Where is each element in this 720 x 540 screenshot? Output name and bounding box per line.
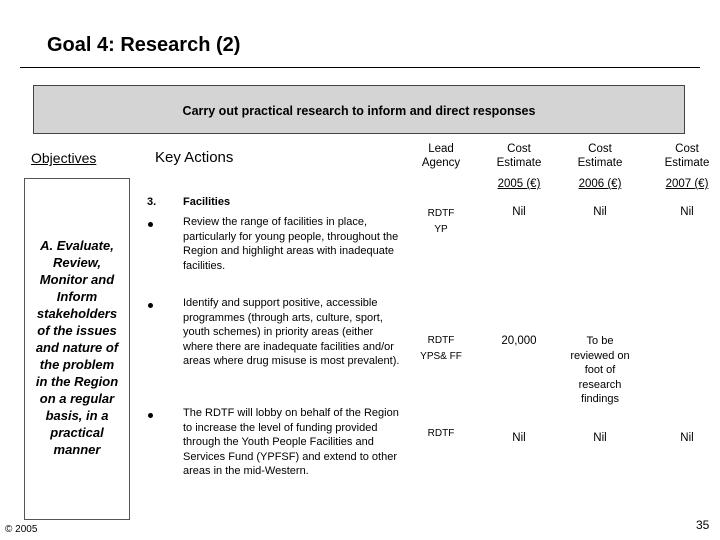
cost-2007-year: 2007 (€) [665, 178, 709, 190]
cost-2005-2: 20,000 [501, 335, 537, 347]
goal-banner [33, 85, 685, 134]
slide-title: Goal 4: Research (2) [47, 34, 241, 56]
key-actions-header: Key Actions [155, 149, 234, 166]
cost-2007-1: Nil [680, 206, 694, 218]
cost-2006-header: Cost Estimate [577, 143, 623, 169]
lead-agency-header: Lead Agency [421, 143, 461, 169]
cost-2005-1: Nil [512, 206, 526, 218]
banner-text: Carry out practical research to inform and direct responses [182, 104, 536, 118]
cost-2005-3: Nil [512, 432, 526, 444]
copyright: © 2005 [5, 524, 38, 535]
objective-text: A. Evaluate, Review, Monitor and Inform stakeholders of the issues and nature of the problem in the Region on a regular basis, in a practical manner [35, 238, 119, 457]
action-item-1: Review the range of facilities in place, particularly for young people, throughout the Region and highlight areas with inadequate facilities. [183, 216, 399, 272]
cost-2007-3: Nil [680, 432, 694, 444]
action-item-3: The RDTF will lobby on behalf of the Region to increase the level of funding provided through the Youth People Facilities and Services Fund (YPFSF) and extend to other areas in the mid-Western. [183, 407, 399, 477]
objectives-header: Objectives [31, 150, 97, 166]
cost-2006-2: To be reviewed on foot of research findings [570, 335, 630, 405]
lead-agency-3: RDTF [427, 428, 455, 439]
objective-box [24, 178, 130, 520]
bullet-icon [148, 413, 153, 418]
section-number: 3. [147, 196, 157, 208]
cost-2006-year: 2006 (€) [578, 178, 622, 190]
bullet-icon [148, 222, 153, 227]
cost-2006-1: Nil [593, 206, 607, 218]
cost-2005-year: 2005 (€) [497, 178, 541, 190]
lead-agency-2: RDTF YPS& FF [420, 335, 462, 362]
lead-agency-1: RDTF YP [427, 208, 455, 235]
cost-2007-header: Cost Estimate [664, 143, 710, 169]
action-item-2: Identify and support positive, accessible programmes (through arts, culture, sport, youth schemes) in priority areas (either where there are inadequate facilities and/or areas where drug misuse is most prevalent). [183, 297, 400, 367]
section-title: Facilities [183, 196, 231, 208]
cost-2005-header: Cost Estimate [496, 143, 542, 169]
page-number: 35 [696, 518, 710, 532]
cost-2006-3: Nil [593, 432, 607, 444]
title-divider [20, 67, 700, 68]
bullet-icon [148, 303, 153, 308]
